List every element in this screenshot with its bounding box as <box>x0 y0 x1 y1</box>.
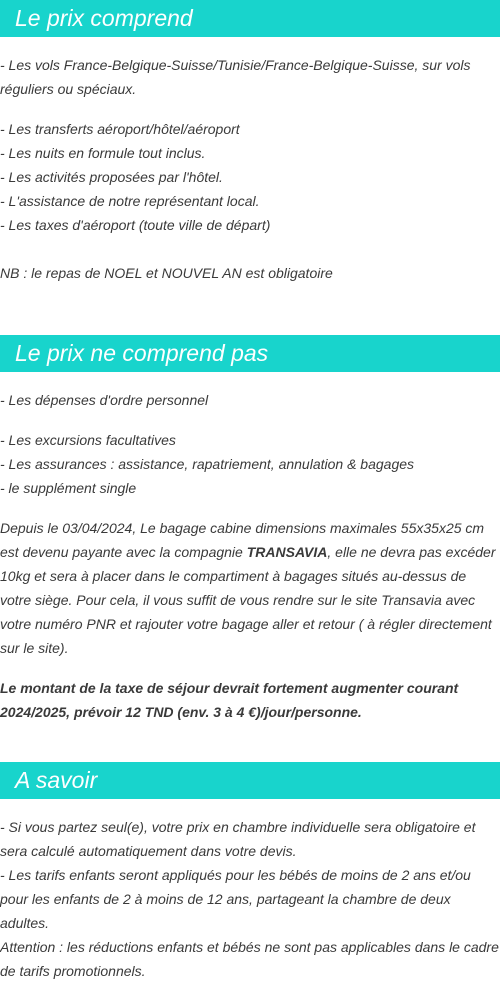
baggage-text-after: , elle ne devra pas excéder 10kg et sera à placer dans le compartiment à bagages situés au-dessus de votre siège. Pour cela, il vous suffit de vous rendre sur le site Transavia avec votre numéro PNR et rajouter votre bagage aller et retour ( à régler directement sur le site). <box>0 544 496 656</box>
list-item: - Les activités proposées par l'hôtel. <box>0 169 223 185</box>
price-includes-content <box>0 37 500 285</box>
excluded-list <box>0 428 500 500</box>
list-item: - Les excursions facultatives <box>0 432 176 448</box>
list-item: - Les transferts aéroport/hôtel/aéroport <box>0 121 240 137</box>
single-room-paragraph: - Si vous partez seul(e), votre prix en chambre individuelle sera obligatoire et sera calculé automatiquement dans votre devis. <box>0 819 476 859</box>
section-title-price-includes: Le prix comprend <box>0 0 500 37</box>
section-title-price-excludes: Le prix ne comprend pas <box>0 335 500 372</box>
baggage-paragraph <box>0 516 500 660</box>
flights-paragraph: - Les vols France-Belgique-Suisse/Tunisie/France-Belgique-Suisse, sur vols réguliers ou spéciaux. <box>0 57 471 97</box>
promo-warning-paragraph: Attention : les réductions enfants et bébés ne sont pas applicables dans le cadre de tarifs promotionnels. <box>0 939 499 979</box>
list-item: - Les nuits en formule tout inclus. <box>0 145 206 161</box>
list-item: - Les taxes d'aéroport (toute ville de départ) <box>0 217 271 233</box>
airline-name: TRANSAVIA <box>246 544 328 560</box>
nb-note: NB : le repas de NOEL et NOUVEL AN est obligatoire <box>0 265 333 281</box>
good-to-know-content <box>0 799 500 983</box>
list-item: - Les assurances : assistance, rapatriement, annulation & bagages <box>0 456 415 472</box>
list-item: - L'assistance de notre représentant local. <box>0 193 260 209</box>
personal-expenses-paragraph: - Les dépenses d'ordre personnel <box>0 392 209 408</box>
baggage-text-before: Depuis le 03/04/2024, Le bagage cabine dimensions maximales 55x35x25 cm est devenu payante avec la compagnie <box>0 520 485 560</box>
children-rates-paragraph: - Les tarifs enfants seront appliqués pour les bébés de moins de 2 ans et/ou pour les enfants de 2 à moins de 12 ans, partageant la chambre de deux adultes. <box>0 867 471 931</box>
price-excludes-content <box>0 372 500 724</box>
included-list <box>0 117 500 237</box>
section-title-good-to-know: A savoir <box>0 762 500 799</box>
tourist-tax-note: Le montant de la taxe de séjour devrait fortement augmenter courant 2024/2025, prévoir 12 TND (env. 3 à 4 €)/jour/personne. <box>0 680 459 720</box>
list-item: - le supplément single <box>0 480 137 496</box>
